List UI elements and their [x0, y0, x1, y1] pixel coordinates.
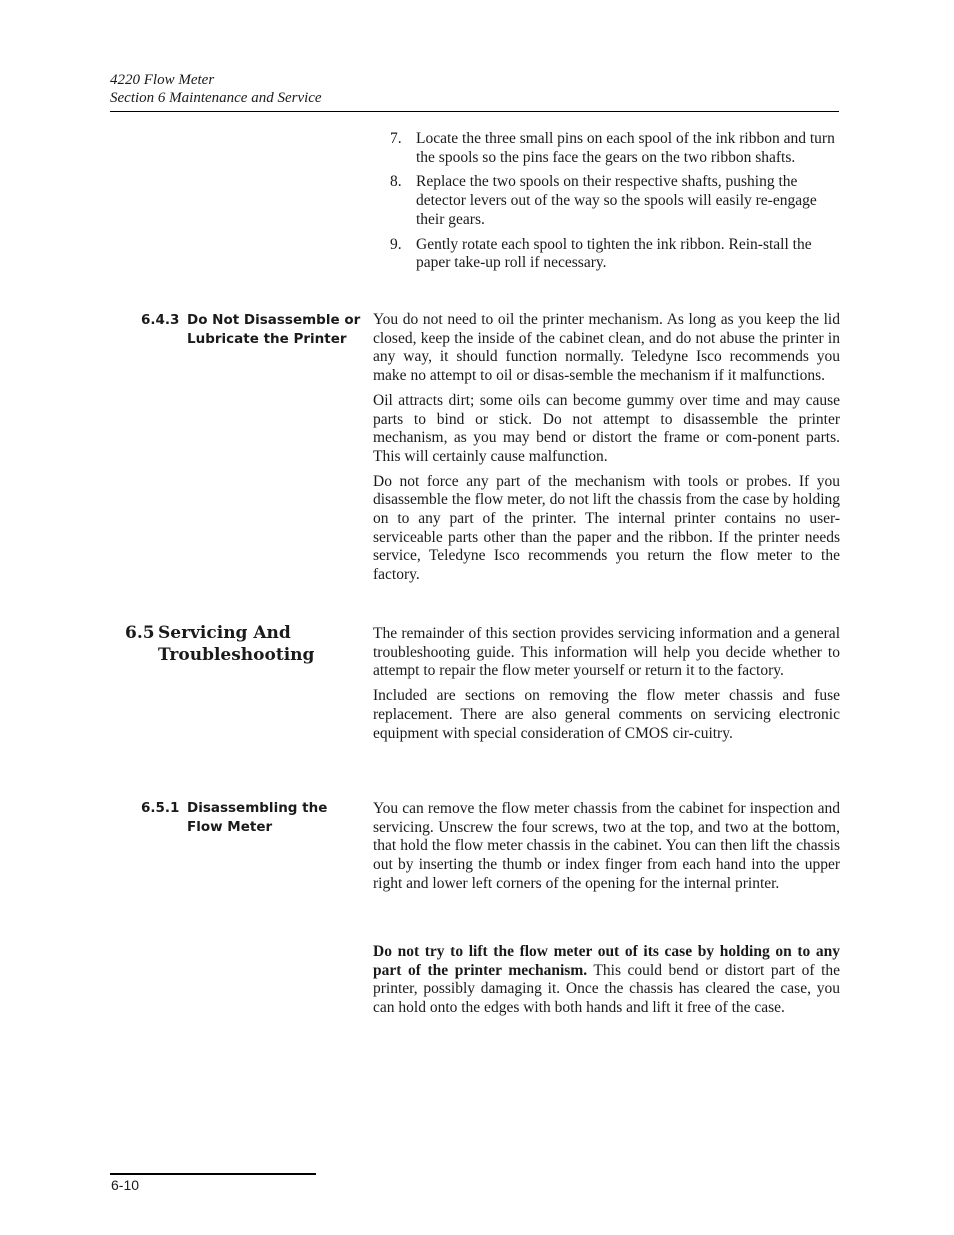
section-title: Servicing And Troubleshooting	[158, 623, 315, 665]
caution-note	[373, 943, 840, 1018]
step-item	[390, 130, 840, 167]
section-6-5-1-heading	[141, 799, 366, 836]
section-number: 6.5	[125, 623, 155, 643]
section-6-5-heading	[125, 622, 355, 666]
step-text: Gently rotate each spool to tighten the ink ribbon. Rein-stall the paper take-up roll if necessary.	[416, 235, 812, 272]
step-item	[390, 236, 840, 273]
caution-paragraph	[373, 943, 840, 1018]
header-section: Section 6 Maintenance and Service	[110, 90, 322, 106]
step-item	[390, 173, 840, 229]
section-6-5-1-body	[373, 800, 840, 894]
step-number: 9.	[390, 235, 402, 253]
page-number: 6-10	[111, 1177, 140, 1193]
running-header	[110, 71, 839, 112]
procedure-steps	[390, 130, 840, 279]
header-title: 4220 Flow Meter	[110, 72, 215, 88]
step-number: 7.	[390, 130, 402, 147]
paragraph: You can remove the flow meter chassis from the cabinet for inspection and servicing. Unscrew the four screws, two at the top, and two at the bottom, that hold the flow meter chassis in the cabinet. You can then lift the chassis out by inserting the thumb or index finger from each hand into the upper right and lower left corners of the opening for the internal printer.	[373, 800, 840, 892]
section-6-5-body	[373, 625, 840, 743]
paragraph: Do not force any part of the mechanism with tools or probes. If you disassemble the flow meter, do not lift the chassis from the case by holding on to any part of the printer. The internal printer contains no user-serviceable parts other than the paper and the ribbon. If the printer needs service, Teledyne Isco recommends you return the flow meter to the factory.	[373, 472, 840, 584]
caution-bold-text: Do not try to lift the flow meter out of its case by holding on to any part of the printer mechanism.	[373, 943, 840, 979]
section-6-4-3-heading	[141, 311, 366, 348]
paragraph: Oil attracts dirt; some oils can become gummy over time and may cause parts to bind or stick. Do not attempt to disassemble the printer mechanism, as you may bend or distort the frame or com-ponent parts. This will certainly cause malfunction.	[373, 391, 840, 465]
section-number: 6.4.3	[141, 312, 180, 328]
step-text: Locate the three small pins on each spool of the ink ribbon and turn the spools so the pins face the gears on the two ribbon shafts.	[416, 130, 835, 166]
section-title: Do Not Disassemble or Lubricate the Printer	[187, 312, 361, 347]
section-number: 6.5.1	[141, 800, 180, 816]
footer-rule	[110, 1173, 316, 1175]
paragraph: The remainder of this section provides servicing information and a general troubleshooting guide. This information will help you decide whether to attempt to repair the flow meter yourself or return it to the factory.	[373, 625, 840, 680]
section-title: Disassembling the Flow Meter	[187, 800, 328, 835]
paragraph: Included are sections on removing the flow meter chassis and fuse replacement. There are also general comments on servicing electronic equipment with special consideration of CMOS cir-cuitry.	[373, 687, 840, 742]
caution-text: This could bend or distort part of the printer, possibly damaging it. Once the chassis has cleared the case, you can hold onto the edges with both hands and lift it free of the case.	[373, 961, 840, 1017]
paragraph: You do not need to oil the printer mechanism. As long as you keep the lid closed, keep the inside of the cabinet clean, and do not abuse the printer in any way, it should function normally. Teledyne Isco recommends you make no attempt to oil or disas-semble the mechanism if it malfunctions.	[373, 311, 840, 385]
section-6-4-3-body	[373, 311, 840, 585]
step-number: 8.	[390, 173, 402, 191]
step-text: Replace the two spools on their respective shafts, pushing the detector levers out of the way so the spools will easily re-engage their gears.	[416, 173, 817, 228]
